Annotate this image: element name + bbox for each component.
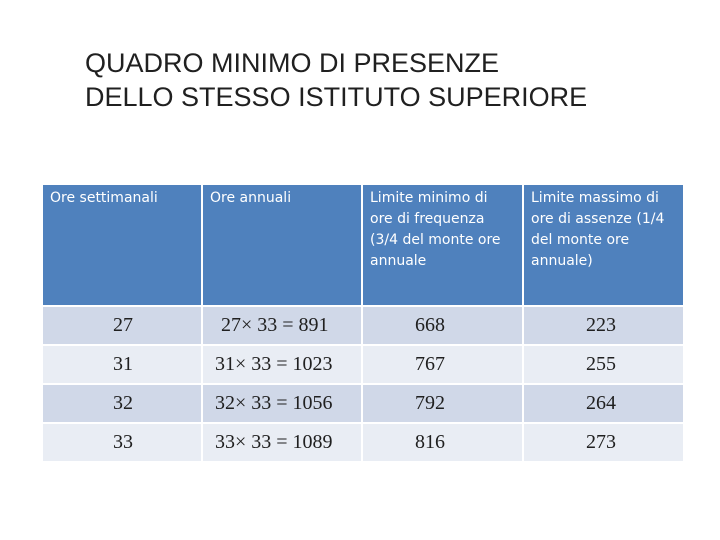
header-annual-hours: Ore annuali xyxy=(203,185,363,305)
header-maximum-absences: Limite massimo di ore di assenze (1/4 del monte ore annuale) xyxy=(531,190,665,269)
maximum-absences-cell: 223 xyxy=(586,314,616,336)
maximum-absences-cell: 264 xyxy=(586,392,616,414)
table-row xyxy=(43,422,683,461)
weekly-hours-cell: 31 xyxy=(43,346,203,383)
maximum-absences-cell: 273 xyxy=(586,431,616,453)
table-row xyxy=(43,344,683,383)
weekly-hours-cell: 27 xyxy=(43,307,203,344)
table-row xyxy=(43,305,683,344)
title-line-1: QUADRO MINIMO DI PRESENZE xyxy=(85,48,500,78)
title-line-2: DELLO STESSO ISTITUTO SUPERIORE xyxy=(85,82,588,112)
table-row xyxy=(43,383,683,422)
table-header-row xyxy=(43,185,683,305)
minimum-attendance-cell: 767 xyxy=(363,346,524,383)
maximum-absences-cell: 255 xyxy=(586,353,616,375)
annual-hours-cell: 33× 33 = 1089 xyxy=(203,424,363,461)
minimum-attendance-cell: 816 xyxy=(363,424,524,461)
minimum-attendance-cell: 792 xyxy=(363,385,524,422)
annual-hours-cell: 32× 33 = 1056 xyxy=(203,385,363,422)
header-minimum-attendance: Limite minimo di ore di frequenza (3/4 del monte ore annuale xyxy=(363,185,524,305)
annual-hours-cell: 31× 33 = 1023 xyxy=(203,346,363,383)
weekly-hours-cell: 33 xyxy=(43,424,203,461)
weekly-hours-cell: 32 xyxy=(43,385,203,422)
page-title xyxy=(85,46,645,114)
minimum-attendance-cell: 668 xyxy=(363,307,524,344)
header-weekly-hours: Ore settimanali xyxy=(43,185,203,305)
annual-hours-cell: 27× 33 = 891 xyxy=(203,307,363,344)
attendance-table xyxy=(43,185,683,461)
